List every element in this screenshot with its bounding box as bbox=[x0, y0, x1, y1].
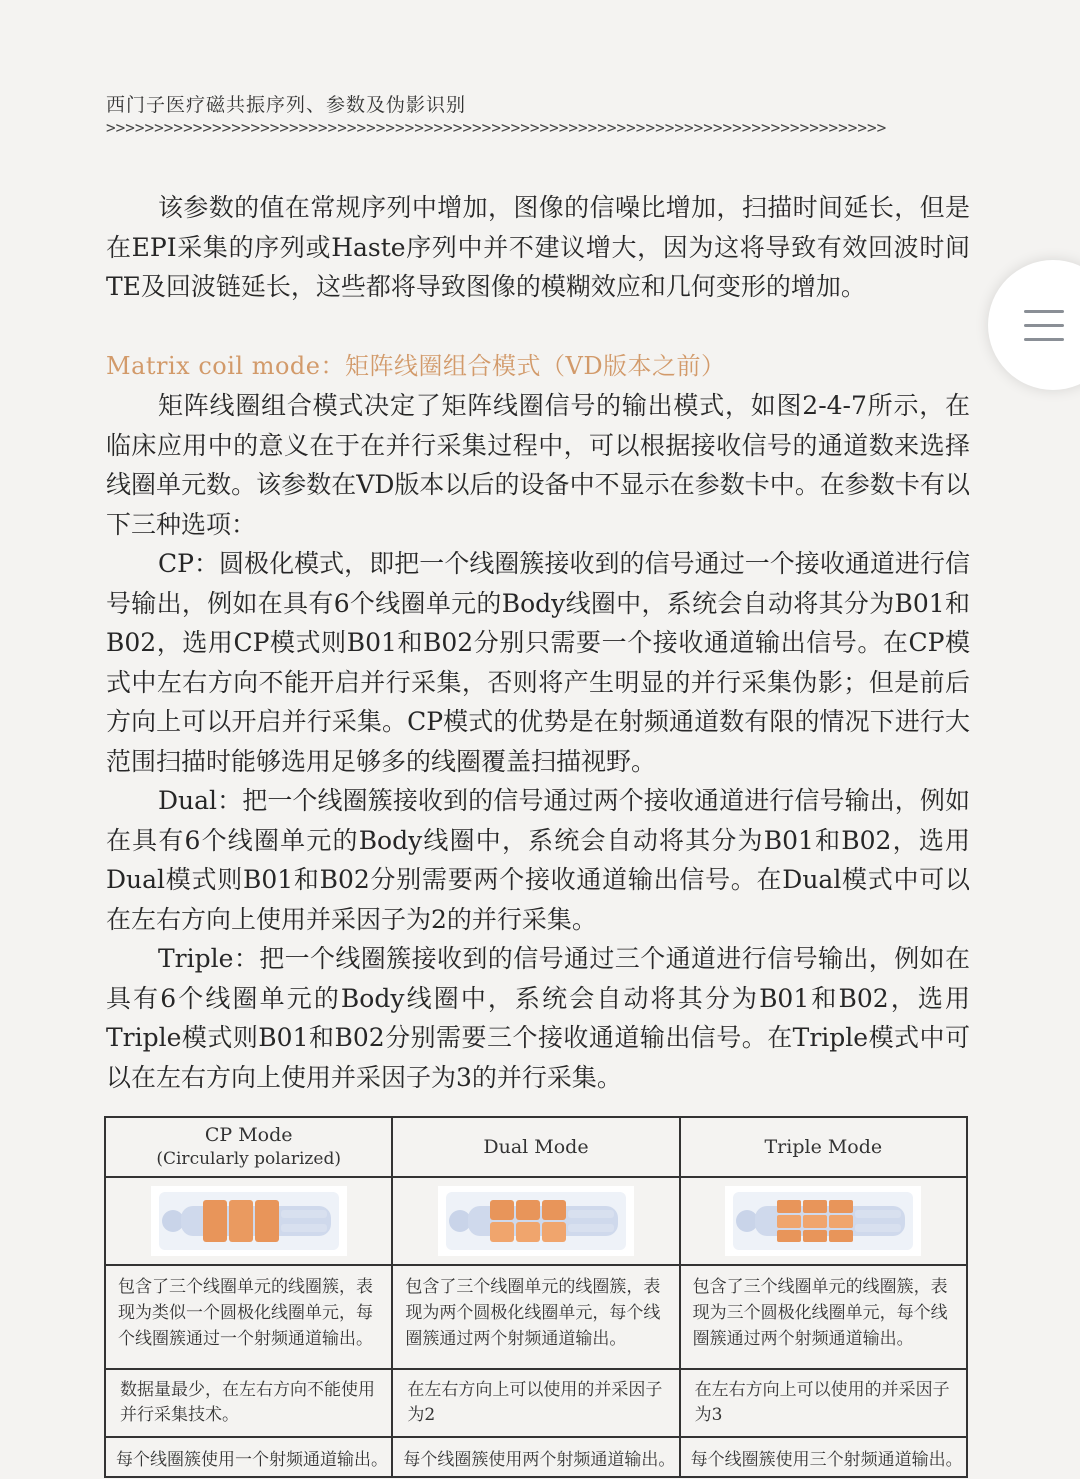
dual-body-figure bbox=[392, 1177, 679, 1265]
triple-body-figure bbox=[680, 1177, 967, 1265]
running-header: 西门子医疗磁共振序列、参数及伪影识别 bbox=[106, 94, 467, 116]
cp-description: 包含了三个线圈单元的线圈簇，表现为类似一个圆极化线圈单元，每个线圈簇通过一个射频通道输出。 bbox=[105, 1265, 392, 1369]
coil-mode-table bbox=[104, 1116, 968, 1478]
paragraph-triple: Triple：把一个线圈簇接收到的信号通过三个通道进行信号输出，例如在具有6个线圈单元的Body线圈中，系统会自动将其分为B01和B02，选用Triple模式则B01和B02分别需要三个接收通道输出信号。在Triple模式中可以在左右方向上使用并采因子为3的并行采集。 bbox=[106, 944, 970, 1092]
cp-body-figure bbox=[105, 1177, 392, 1265]
header-cp-mode: CP Mode (Circularly polarized) bbox=[105, 1117, 392, 1177]
table-description-row bbox=[105, 1265, 967, 1369]
dual-note: 在左右方向上可以使用的并采因子为2 bbox=[392, 1369, 679, 1437]
cp-channel: 每个线圈簇使用一个射频通道输出。 bbox=[105, 1437, 392, 1477]
header-triple-mode: Triple Mode bbox=[680, 1117, 967, 1177]
table-note-row bbox=[105, 1369, 967, 1437]
table-image-row bbox=[105, 1177, 967, 1265]
header-arrow-rule: >>>>>>>>>>>>>>>>>>>>>>>>>>>>>>>>>>>>>>>>>>>>>>>>>>>>>>>>>>>>>>>>>>>>>>>>>>>>>>>>> bbox=[106, 118, 887, 137]
table-channel-row bbox=[105, 1437, 967, 1477]
dual-description: 包含了三个线圈单元的线圈簇，表现为两个圆极化线圈单元，每个线圈簇通过两个射频通道输出。 bbox=[392, 1265, 679, 1369]
header-dual-mode: Dual Mode bbox=[392, 1117, 679, 1177]
triple-description: 包含了三个线圈单元的线圈簇，表现为三个圆极化线圈单元，每个线圈簇通过两个射频通道输出。 bbox=[680, 1265, 967, 1369]
dual-channel: 每个线圈簇使用两个射频通道输出。 bbox=[392, 1437, 679, 1477]
paragraph-dual: Dual：把一个线圈簇接收到的信号通过两个接收通道进行信号输出，例如在具有6个线圈单元的Body线圈中，系统会自动将其分为B01和B02，选用Dual模式则B01和B02分别需要两个接收通道输出信号。在Dual模式中可以在左右方向上使用并采因子为2的并行采集。 bbox=[106, 786, 970, 934]
paragraph-matrix-coil: 矩阵线圈组合模式决定了矩阵线圈信号的输出模式，如图2-4-7所示，在临床应用中的意义在于在并行采集过程中，可以根据接收信号的通道数来选择线圈单元数。该参数在VD版本以后的设备中不显示在参数卡中。在参数卡有以下三种选项： bbox=[106, 391, 970, 539]
section-title: Matrix coil mode：矩阵线圈组合模式（VD版本之前） bbox=[106, 352, 726, 380]
triple-channel: 每个线圈簇使用三个射频通道输出。 bbox=[680, 1437, 967, 1477]
paragraph-snr: 该参数的值在常规序列中增加，图像的信噪比增加，扫描时间延长，但是在EPI采集的序列或Haste序列中并不建议增大，因为这将导致有效回波时间TE及回波链延长，这些都将导致图像的模糊效应和几何变形的增加。 bbox=[106, 193, 970, 301]
paragraph-cp: CP：圆极化模式，即把一个线圈簇接收到的信号通过一个接收通道进行信号输出，例如在具有6个线圈单元的Body线圈中，系统会自动将其分为B01和B02，选用CP模式则B01和B02分别只需要一个接收通道输出信号。在CP模式中左右方向不能开启并行采集，否则将产生明显的并行采集伪影；但是前后方向上可以开启并行采集。CP模式的优势是在射频通道数有限的情况下进行大范围扫描时能够选用足够多的线圈覆盖扫描视野。 bbox=[106, 549, 970, 776]
cp-note: 数据量最少，在左右方向不能使用并行采集技术。 bbox=[105, 1369, 392, 1437]
table-header-row bbox=[105, 1117, 967, 1177]
triple-note: 在左右方向上可以使用的并采因子为3 bbox=[680, 1369, 967, 1437]
floating-menu-button[interactable] bbox=[988, 260, 1080, 390]
